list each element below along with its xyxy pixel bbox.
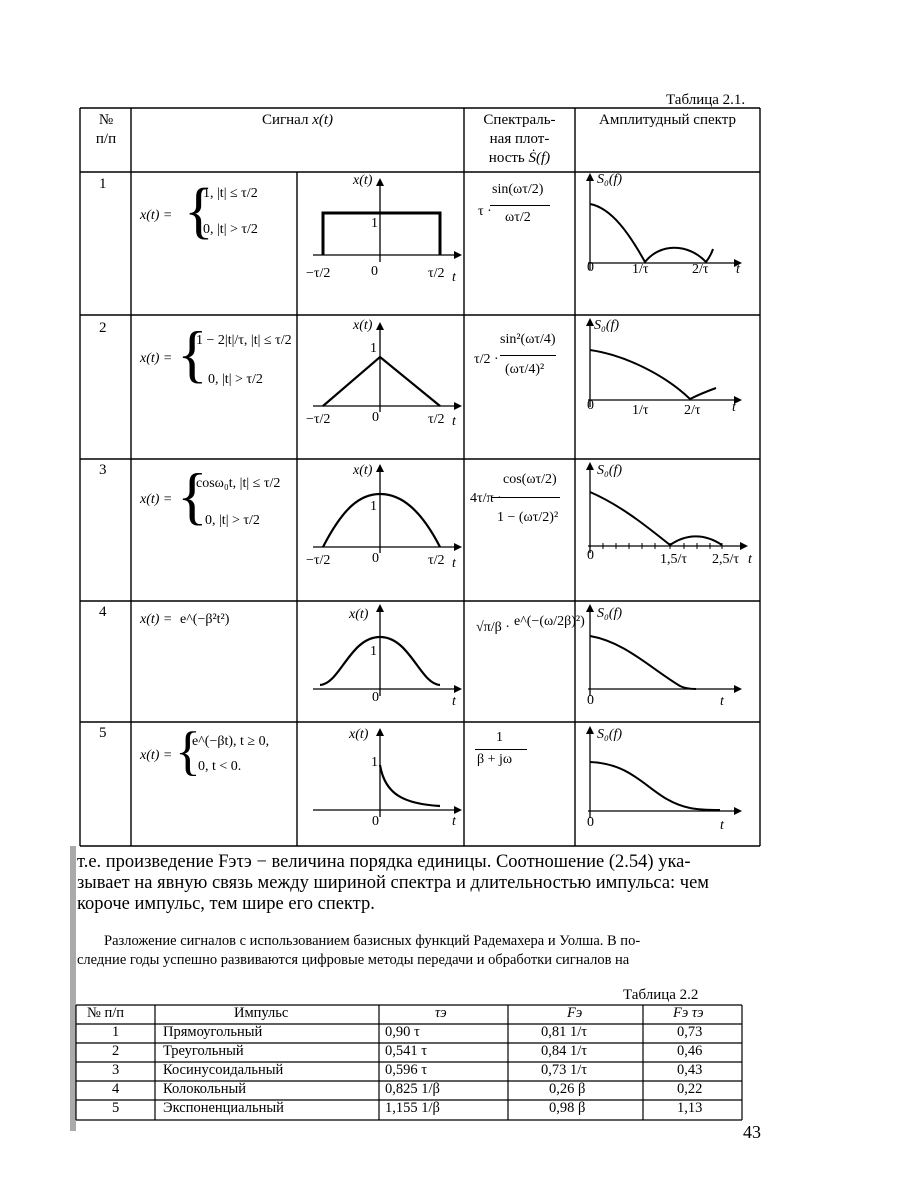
row2-spec-den: (ωτ/4)²	[505, 362, 545, 377]
row3-plot-left: −τ/2	[306, 553, 331, 568]
t2-r5-f: 0,98 β	[549, 1100, 586, 1116]
row2-case1: 1 − 2|t|/τ, |t| ≤ τ/2	[196, 333, 292, 348]
row5-amp-t: t	[720, 818, 724, 833]
row2-spec-num: sin²(ωτ/4)	[500, 332, 556, 347]
row5-case2: 0, t < 0.	[198, 759, 242, 774]
body-line2: зывает на явную связь между шириной спектра и длительностью импульса: чем	[77, 873, 710, 893]
row4-formula-lhs: x(t) =	[140, 612, 173, 627]
row1-case2: 0, |t| > τ/2	[203, 222, 258, 237]
row5-brace: {	[175, 721, 201, 781]
t2-r1-num: 1	[112, 1024, 120, 1040]
row5-spec-num: 1	[496, 730, 503, 745]
row3-num: 3	[99, 462, 107, 478]
t2-r5-ft: 1,13	[677, 1100, 703, 1116]
row2-brace: {	[177, 318, 208, 389]
row3-plot-right: τ/2	[428, 553, 445, 568]
row3-amp-tick2: 2,5/τ	[712, 552, 740, 567]
row1-plot-left: −τ/2	[306, 266, 331, 281]
row4-case1: e^(−β²t²)	[180, 612, 230, 627]
body-line1: т.е. произведение Fэτэ − величина порядка единицы. Соотношение (2.54) ука-	[77, 852, 691, 872]
row3-formula-lhs: x(t) =	[140, 492, 173, 507]
t2-r4-num: 4	[112, 1081, 120, 1097]
row1-plot-zero: 0	[371, 264, 378, 279]
t2-r3-name: Косинусоидальный	[163, 1062, 284, 1078]
row1-case1: 1, |t| ≤ τ/2	[203, 186, 258, 201]
row4-amp-t: t	[720, 694, 724, 709]
row4-plot-zero: 0	[372, 690, 379, 705]
row3-amp-y: S₀(f)	[597, 463, 623, 478]
row1-num: 1	[99, 176, 107, 192]
t2-r3-num: 3	[112, 1062, 120, 1078]
t2-header-ftau: Fэ τэ	[673, 1005, 704, 1021]
t2-r3-f: 0,73 1/τ	[541, 1062, 588, 1078]
t2-r4-name: Колокольный	[163, 1081, 246, 1097]
t2-r3-ft: 0,43	[677, 1062, 703, 1078]
row3-plot-t: t	[452, 556, 456, 571]
t2-r5-name: Экспоненциальный	[163, 1100, 284, 1116]
row1-amp-t: t	[736, 262, 740, 277]
t2-header-f: Fэ	[567, 1005, 583, 1021]
t2-r2-ft: 0,46	[677, 1043, 703, 1059]
row5-plot-zero: 0	[372, 814, 379, 829]
row2-plot-t: t	[452, 414, 456, 429]
row1-spec-den: ωτ/2	[505, 210, 531, 225]
row3-plot-y: x(t)	[353, 463, 373, 478]
t2-r4-ft: 0,22	[677, 1081, 703, 1097]
row2-amp-tick2: 2/τ	[684, 403, 701, 418]
row1-brace: {	[184, 177, 214, 245]
row3-amp-tick1: 1,5/τ	[660, 552, 688, 567]
row5-num: 5	[99, 725, 107, 741]
t2-r2-num: 2	[112, 1043, 120, 1059]
table1-caption: Таблица 2.1.	[666, 92, 746, 108]
row3-spec-num: cos(ωτ/2)	[503, 472, 557, 487]
row5-plot-t: t	[452, 814, 456, 829]
row3-case2: 0, |t| > τ/2	[205, 513, 260, 528]
row2-num: 2	[99, 320, 107, 336]
row5-amp-y: S₀(f)	[597, 727, 623, 742]
row5-case1: e^(−βt), t ≥ 0,	[192, 734, 270, 749]
header-signal: Сигнал x(t)	[261, 112, 334, 128]
row1-amp-y: S₀(f)	[597, 172, 623, 187]
para-line1: Разложение сигналов с использованием базисных функций Радемахера и Уолша. В по-	[104, 933, 641, 949]
t2-r2-name: Треугольный	[163, 1043, 244, 1059]
t2-r5-tau: 1,155 1/β	[385, 1100, 440, 1116]
t2-r5-num: 5	[112, 1100, 120, 1116]
t2-r1-ft: 0,73	[677, 1024, 703, 1040]
t2-header-tau: τэ	[435, 1005, 447, 1021]
t2-r1-f: 0,81 1/τ	[541, 1024, 588, 1040]
table2-caption: Таблица 2.2	[623, 987, 699, 1003]
body-line3: короче импульс, тем шире его спектр.	[77, 894, 375, 914]
row2-plot-right: τ/2	[428, 412, 445, 427]
row4-spec-num: e^(−(ω/2β)²)	[514, 614, 585, 629]
t2-r2-tau: 0,541 τ	[385, 1043, 428, 1059]
row3-case1: cosω₀t, |t| ≤ τ/2	[196, 476, 281, 491]
t2-header-num: № п/п	[87, 1005, 125, 1021]
row2-amp-tick1: 1/τ	[632, 403, 649, 418]
row3-plot-zero: 0	[372, 551, 379, 566]
row4-plot-y: x(t)	[349, 607, 369, 622]
page-number: 43	[743, 1122, 761, 1142]
t2-r1-name: Прямоугольный	[163, 1024, 263, 1040]
header-num: № п/п	[95, 112, 117, 147]
row3-plot-one: 1	[370, 499, 377, 514]
row2-amp-zero: 0	[587, 398, 594, 413]
row3-spec-den: 1 − (ωτ/2)²	[497, 510, 559, 525]
row1-amp-tick1: 1/τ	[632, 262, 649, 277]
row2-plot-y: x(t)	[353, 318, 373, 333]
row3-spec-prefix: 4τ/π ·	[470, 491, 502, 506]
row2-amp-y: S₀(f)	[594, 318, 620, 333]
row1-spec-num: sin(ωτ/2)	[492, 182, 544, 197]
para-line2: следние годы успешно развиваются цифровые методы передачи и обработки сигналов на	[77, 952, 630, 968]
row5-plot-y: x(t)	[349, 727, 369, 742]
row1-plot-t: t	[452, 270, 456, 285]
row1-plot-one: 1	[371, 216, 378, 231]
row4-amp-zero: 0	[587, 693, 594, 708]
row1-formula-lhs: x(t) =	[140, 208, 173, 223]
t2-r4-f: 0,26 β	[549, 1081, 586, 1097]
row4-num: 4	[99, 604, 107, 620]
row4-amp-y: S₀(f)	[597, 606, 623, 621]
t2-r1-tau: 0,90 τ	[385, 1024, 420, 1040]
row4-spec-prefix: √π/β ·	[476, 620, 510, 635]
row5-formula-lhs: x(t) =	[140, 748, 173, 763]
row2-formula-lhs: x(t) =	[140, 351, 173, 366]
row5-plot-one: 1	[371, 755, 378, 770]
row2-plot-zero: 0	[372, 410, 379, 425]
row5-amp-zero: 0	[587, 815, 594, 830]
row2-spec-prefix: τ/2 ·	[474, 352, 499, 367]
row3-amp-zero: 0	[587, 548, 594, 563]
row1-plot-y: x(t)	[353, 173, 373, 188]
row2-amp-t: t	[732, 400, 736, 415]
row4-plot-one: 1	[370, 644, 377, 659]
row1-spec-prefix: τ ·	[478, 204, 492, 219]
row1-amp-zero: 0	[587, 260, 594, 275]
row1-plot-right: τ/2	[428, 266, 445, 281]
row2-plot-left: −τ/2	[306, 412, 331, 427]
header-spectral: Спектраль- ная плот- ность Ṡ(f)	[483, 112, 556, 166]
row5-spec-den: β + jω	[477, 752, 513, 767]
row3-brace: {	[177, 460, 208, 531]
t2-r2-f: 0,84 1/τ	[541, 1043, 588, 1059]
t2-header-impulse: Импульс	[234, 1005, 289, 1021]
row4-plot-t: t	[452, 694, 456, 709]
row2-plot-one: 1	[370, 341, 377, 356]
t2-r3-tau: 0,596 τ	[385, 1062, 428, 1078]
row2-case2: 0, |t| > τ/2	[208, 372, 263, 387]
t2-r4-tau: 0,825 1/β	[385, 1081, 440, 1097]
row3-amp-t: t	[748, 552, 752, 567]
header-amplitude: Амплитудный спектр	[599, 112, 736, 128]
row1-amp-tick2: 2/τ	[692, 262, 709, 277]
